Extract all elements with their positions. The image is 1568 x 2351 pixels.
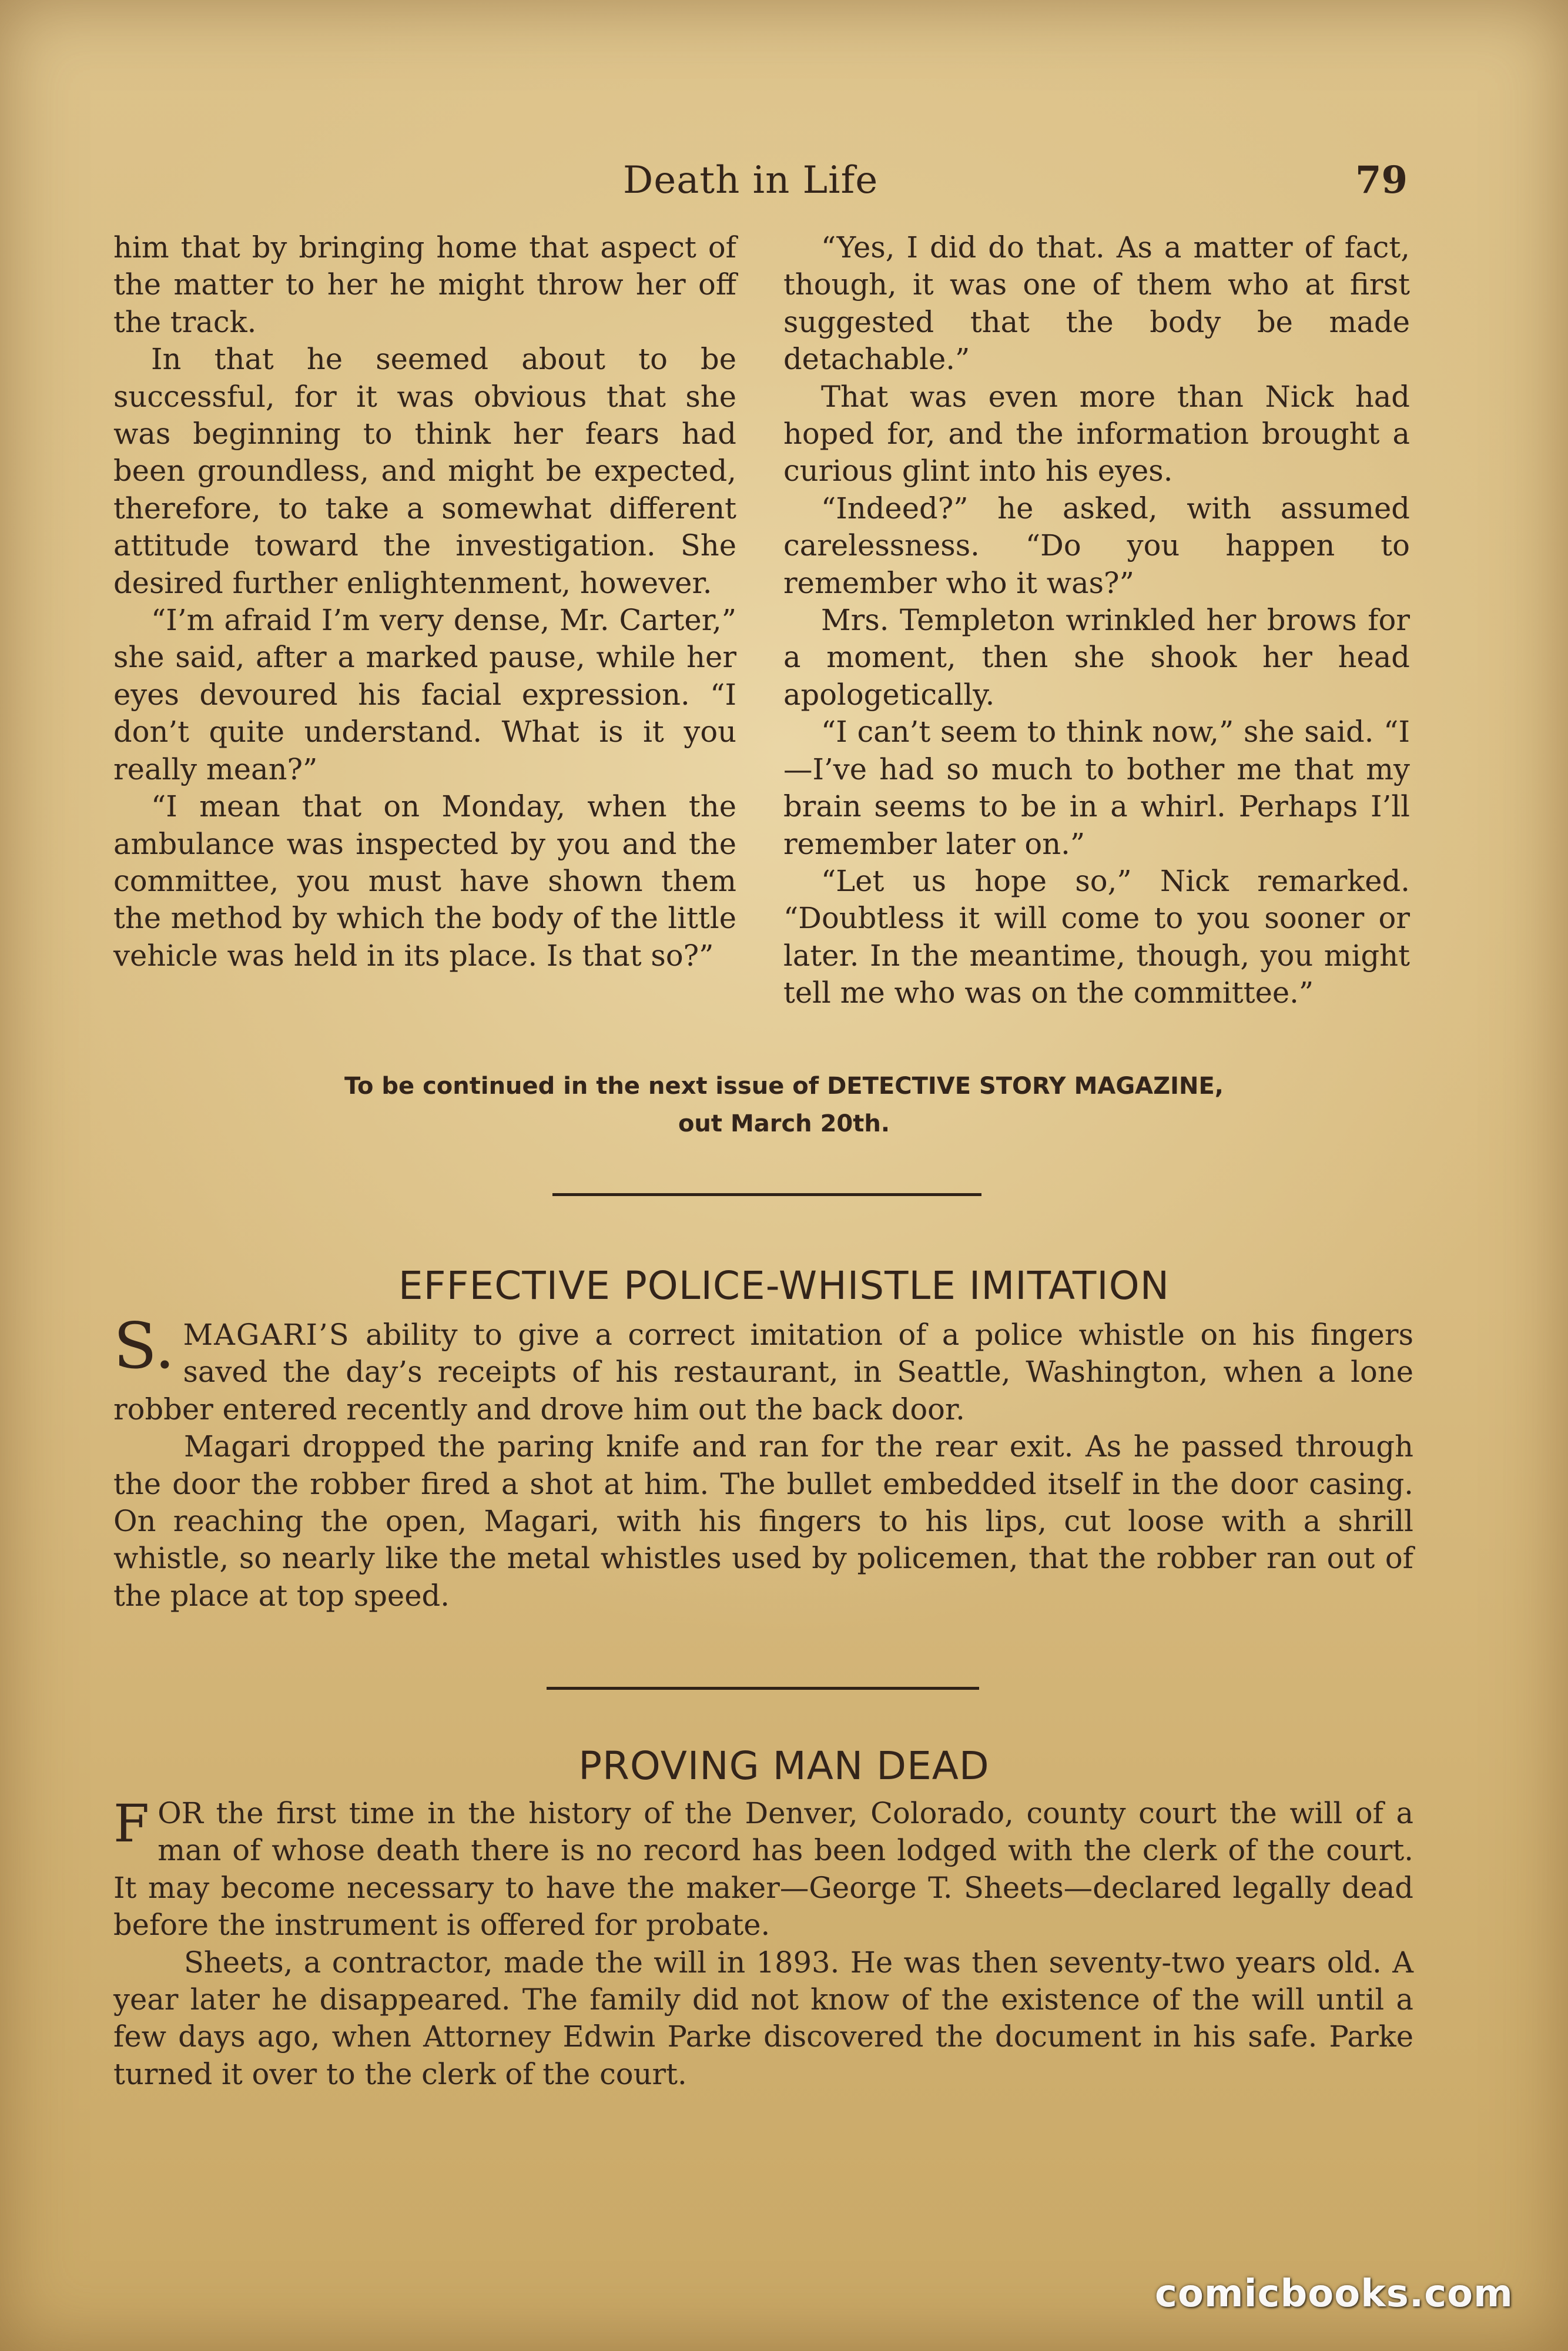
article-title: PROVING MAN DEAD — [578, 1743, 990, 1789]
continued-line-1: To be continued in the next issue of DETECTIVE STORY MAGAZINE, — [344, 1073, 1224, 1100]
running-title: Death in Life — [623, 159, 879, 202]
continued-line-2: out March 20th. — [678, 1110, 890, 1137]
article-proving-man-dead — [113, 1795, 1413, 2093]
story-paragraph: “I’m afraid I’m very dense, Mr. Carter,” she said, after a marked pause, while her eyes devoured his facial expression. “I don’t quite understand. What is it you really mean?” — [113, 603, 736, 786]
article-title: EFFECTIVE POLICE-WHISTLE IMITATION — [398, 1263, 1170, 1308]
article-paragraph: Magari dropped the paring knife and ran for the rear exit. As he passed through the door the robber fired a shot at him. The bullet embedded itself in the door casing. On reaching the open, Magari, with his fingers to his lips, cut loose with a shrill whistle, so nearly like the metal whistles used by policemen, that the robber ran out of the place at top speed. — [113, 1429, 1413, 1613]
page-header — [0, 154, 1568, 207]
drop-cap: S. — [113, 1310, 175, 1383]
story-paragraph: In that he seemed about to be successful, for it was obvious that she was beginning to think her fears had been groundless, and might be expected, therefore, to take a somewhat different attitude toward the investigation. She desired further enlightenment, however. — [113, 342, 736, 600]
article-paragraph: Sheets, a contractor, made the will in 1893. He was then seventy-two years old. A year later he disappeared. The family did not know of the existence of the will until a few days ago, when Attorney Edwin Parke discovered the document in his safe. Parke turned it over to the clerk of the court. — [113, 1945, 1413, 2091]
story-paragraph: “I mean that on Monday, when the ambulance was inspected by you and the committee, you must have shown them the method by which the body of the little vehicle was held in its place. Is that so?” — [113, 789, 736, 973]
to-be-continued-notice — [153, 1067, 1415, 1143]
drop-cap: F — [113, 1793, 150, 1854]
article-first-word: MAGARI’S — [183, 1318, 350, 1352]
section-divider — [552, 1193, 981, 1196]
watermark: comicbooks.com — [1155, 2272, 1513, 2316]
story-left-column — [113, 229, 736, 974]
article-paragraph — [113, 1310, 1413, 1428]
article-text: ability to give a correct imitation of a police whistle on his fingers saved the day’s receipts of his restaurant, in Seattle, Washington, when a lone robber entered recently and drove him out the back door. — [113, 1318, 1413, 1426]
story-paragraph: “Indeed?” he asked, with assumed carelessness. “Do you happen to remember who it was?” — [783, 491, 1410, 600]
story-paragraph: That was even more than Nick had hoped for, and the information brought a curious glint into his eyes. — [783, 379, 1410, 488]
article-first-word: OR — [158, 1796, 203, 1830]
page-number: 79 — [1355, 158, 1408, 202]
story-paragraph: him that by bringing home that aspect of the matter to her he might throw her off the track. — [113, 230, 736, 339]
article-police-whistle — [113, 1310, 1413, 1615]
section-divider — [547, 1687, 979, 1690]
article-text: the first time in the history of the Denver, Colorado, county court the will of a man of whose death there is no record has been lodged with the clerk of the court. It may become necessary to have the maker—George T. Sheets—declared legally dead before the instrument is offered for probate. — [113, 1796, 1413, 1943]
story-paragraph: “Let us hope so,” Nick remarked. “Doubtless it will come to you sooner or later. In the meantime, though, you might tell me who was on the committee.” — [783, 863, 1410, 1010]
story-right-column — [783, 229, 1410, 1012]
story-paragraph: “I can’t seem to think now,” she said. “I—I’ve had so much to bother me that my brain seems to be in a whirl. Perhaps I’ll remember later on.” — [783, 715, 1410, 861]
article-paragraph — [113, 1795, 1413, 1944]
story-paragraph: Mrs. Templeton wrinkled her brows for a moment, then she shook her head apologetically. — [783, 603, 1410, 712]
story-paragraph: “Yes, I did do that. As a matter of fact, though, it was one of them who at first suggested that the body be made detachable.” — [783, 230, 1410, 377]
